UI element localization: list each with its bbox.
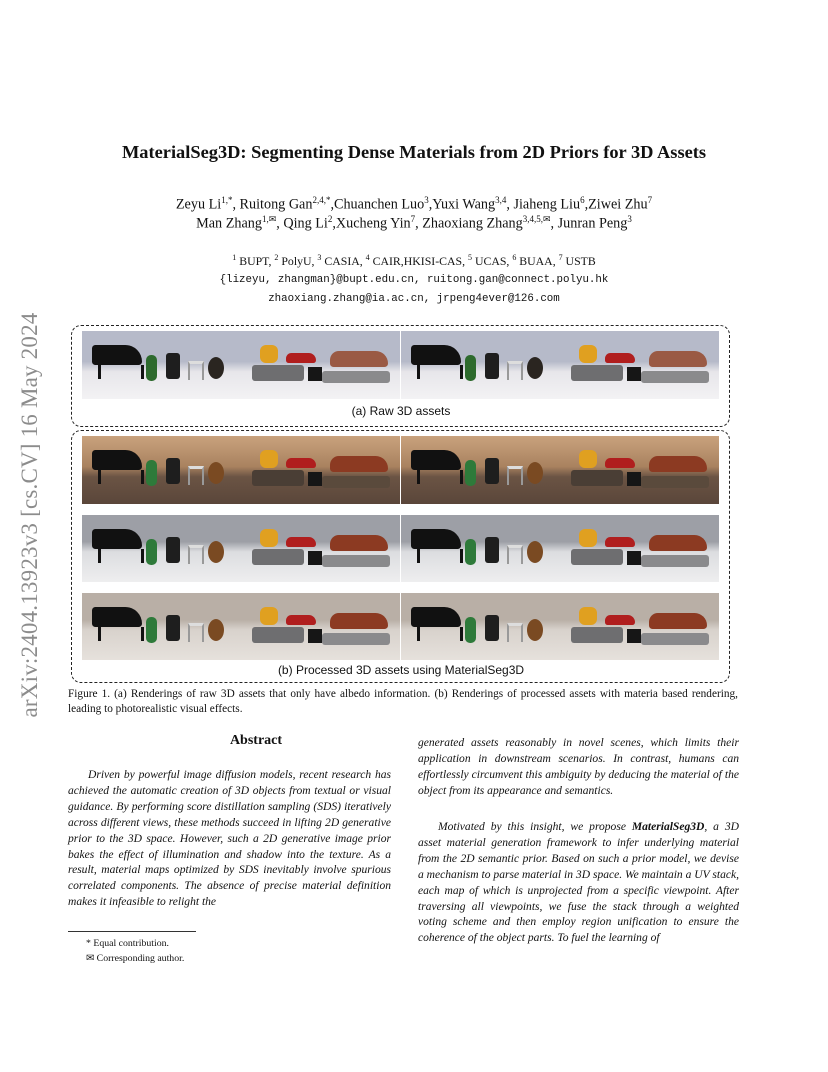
affiliation-name: CAIR,HKISI-CAS, xyxy=(369,253,468,268)
sedan-car-shape xyxy=(649,613,707,629)
acoustic-guitar-shape xyxy=(527,357,543,379)
scooter-shape xyxy=(260,450,278,468)
side-table-shape xyxy=(507,623,523,642)
piano-legs-shape xyxy=(98,470,144,484)
affiliation-number: 5 xyxy=(468,253,472,262)
piano-shape xyxy=(92,607,142,627)
footnote-rule xyxy=(68,931,196,932)
piano-shape xyxy=(411,607,461,627)
acoustic-guitar-shape xyxy=(527,619,543,641)
sedan-car-shape xyxy=(649,456,707,472)
green-guitar-shape xyxy=(146,355,157,381)
raw-assets-render-strip-left xyxy=(82,331,400,399)
email-line-2: zhaoxiang.zhang@ia.ac.cn, jrpeng4ever@126.com xyxy=(268,293,560,305)
processed-render-strip-studio-left xyxy=(82,515,400,582)
piano-shape xyxy=(411,529,461,549)
scooter-shape xyxy=(579,450,597,468)
green-guitar-shape xyxy=(465,355,476,381)
affiliation-name: PolyU, xyxy=(278,253,318,268)
scooter-shape xyxy=(579,345,597,363)
piano-legs-shape xyxy=(98,365,144,379)
green-guitar-shape xyxy=(465,539,476,565)
sofa-long-shape xyxy=(322,633,390,645)
author-separator: , xyxy=(415,215,423,232)
author-affiliation-marker: 7 xyxy=(647,195,653,205)
author-name: Yuxi Wang xyxy=(432,196,496,213)
red-car-shape xyxy=(605,458,635,468)
affiliation-number: 1 xyxy=(232,253,237,262)
author-affiliation-marker: 6 xyxy=(580,195,585,205)
sofa-shape xyxy=(571,627,623,643)
author-line-1 xyxy=(0,195,828,214)
acoustic-guitar-shape xyxy=(527,541,543,563)
chair-shape xyxy=(485,537,499,563)
sofa-long-shape xyxy=(641,633,709,645)
sofa-shape xyxy=(571,549,623,565)
affiliation-name: BUAA, xyxy=(516,253,559,268)
sofa-shape xyxy=(252,627,304,643)
author-affiliation-marker: 3,4,5,✉ xyxy=(522,214,551,224)
author-affiliation-marker: 3 xyxy=(424,195,429,205)
chair-shape xyxy=(166,537,180,563)
chair-shape xyxy=(166,353,180,379)
side-table-shape xyxy=(507,545,523,564)
abstract-paragraph-right-1: generated assets reasonably in novel scenes, which limits their application in downstream scenarios. In contrast, humans can effortlessly circumvent this ambiguity by deducing the material of the object from its appearance and semantics. xyxy=(418,737,739,797)
green-guitar-shape xyxy=(465,460,476,486)
author-name: Ziwei Zhu xyxy=(588,196,648,213)
affiliation-number: 3 xyxy=(317,253,322,262)
affiliation-name: CASIA, xyxy=(321,253,366,268)
cabinet-shape xyxy=(308,472,322,486)
author-name: Jiaheng Liu xyxy=(513,196,581,213)
side-table-shape xyxy=(188,361,204,380)
scooter-shape xyxy=(260,345,278,363)
author-separator: , xyxy=(232,196,240,213)
affiliation-number: 7 xyxy=(558,253,563,262)
sedan-car-shape xyxy=(330,351,388,367)
side-table-shape xyxy=(507,361,523,380)
green-guitar-shape xyxy=(146,617,157,643)
affiliations xyxy=(0,253,828,269)
piano-shape xyxy=(411,450,461,470)
affiliation-number: 6 xyxy=(512,253,517,262)
red-car-shape xyxy=(286,353,316,363)
sofa-shape xyxy=(571,470,623,486)
acoustic-guitar-shape xyxy=(208,462,224,484)
chair-shape xyxy=(166,458,180,484)
author-affiliation-marker: 1,✉ xyxy=(261,214,277,224)
affiliation-number: 2 xyxy=(274,253,279,262)
sedan-car-shape xyxy=(649,351,707,367)
side-table-shape xyxy=(188,466,204,485)
paper-title: MaterialSeg3D: Segmenting Dense Materials from 2D Priors for 3D Assets xyxy=(121,142,707,162)
cabinet-shape xyxy=(308,629,322,643)
author-line-2 xyxy=(0,214,828,233)
sofa-shape xyxy=(252,470,304,486)
red-car-shape xyxy=(605,353,635,363)
piano-shape xyxy=(92,529,142,549)
scooter-shape xyxy=(260,607,278,625)
processed-render-strip-neutral-left xyxy=(82,593,400,660)
author-affiliation-marker: 2,4,* xyxy=(312,195,331,205)
author-affiliation-marker: 2 xyxy=(327,214,333,224)
author-affiliation-marker: 3,4 xyxy=(495,195,507,205)
sedan-car-shape xyxy=(330,613,388,629)
cabinet-shape xyxy=(627,629,641,643)
footnote-corresponding: ✉ Corresponding author. xyxy=(86,953,185,964)
author-name: Junran Peng xyxy=(557,215,628,232)
processed-render-strip-studio-right xyxy=(401,515,719,582)
red-car-shape xyxy=(605,615,635,625)
sofa-shape xyxy=(252,549,304,565)
sedan-car-shape xyxy=(649,535,707,551)
author-separator: , xyxy=(550,215,558,232)
acoustic-guitar-shape xyxy=(208,541,224,563)
piano-legs-shape xyxy=(417,365,463,379)
red-car-shape xyxy=(605,537,635,547)
author-separator: , xyxy=(276,215,284,232)
piano-legs-shape xyxy=(417,627,463,641)
author-name: Chuanchen Luo xyxy=(334,196,425,213)
author-affiliation-marker: 3 xyxy=(627,214,632,224)
cabinet-shape xyxy=(627,551,641,565)
author-affiliation-marker: 1,* xyxy=(221,195,233,205)
sofa-long-shape xyxy=(322,476,390,488)
side-table-shape xyxy=(188,623,204,642)
author-name: Man Zhang xyxy=(196,215,262,232)
chair-shape xyxy=(166,615,180,641)
chair-shape xyxy=(485,458,499,484)
acoustic-guitar-shape xyxy=(208,357,224,379)
author-separator: , xyxy=(330,196,334,213)
acoustic-guitar-shape xyxy=(527,462,543,484)
author-separator: , xyxy=(584,196,589,213)
abstract-heading: Abstract xyxy=(229,733,283,748)
figure-panel-a-label: (a) Raw 3D assets xyxy=(351,404,451,418)
cabinet-shape xyxy=(627,367,641,381)
piano-legs-shape xyxy=(98,627,144,641)
arxiv-side-label: arXiv:2404.13923v3 [cs.CV] 16 May 2024 xyxy=(17,312,42,718)
affiliation-number: 4 xyxy=(365,253,370,262)
author-separator: , xyxy=(428,196,433,213)
sofa-long-shape xyxy=(641,476,709,488)
piano-shape xyxy=(92,345,142,365)
piano-shape xyxy=(92,450,142,470)
chair-shape xyxy=(485,615,499,641)
abstract-paragraph-left: Driven by powerful image diffusion models, recent research has achieved the automatic creation of 3D objects from textual or visual guidance. By performing score distillation sampling (SDS) iteratively across different views, these methods succeed in lifting 2D generative prior to the 3D space. However, such a 2D generative image prior bakes the effect of illumination and shadow into the texture. As a result, material maps optimized by SDS inevitably involve spurious correlated components. The absence of precise material definition makes it infeasible to relight the xyxy=(68,769,391,909)
piano-legs-shape xyxy=(98,549,144,563)
abstract-paragraph-right-2: Motivated by this insight, we propose MaterialSeg3D, a 3D asset material generation framework to infer underlying material from the 2D semantic prior. Based on such a prior model, we devise a mechanism to parse material in 3D space. We maintain a UV stack, each map of which is unprojected from a specific viewpoint. After traversing all viewpoints, we fuse the stack through a weighted voting scheme and then employ region unification to ensure the coherence of the object parts. To fuel the learning of xyxy=(418,821,739,945)
cabinet-shape xyxy=(627,472,641,486)
side-table-shape xyxy=(188,545,204,564)
footnote-equal: * Equal contribution. xyxy=(86,938,169,949)
author-name: Xucheng Yin xyxy=(335,215,411,232)
figure-caption: Figure 1. (a) Renderings of raw 3D assets that only have albedo information. (b) Renderings of processed assets with materia based rendering, leading to photorealistic visual effects. xyxy=(68,688,738,715)
method-name: MaterialSeg3D xyxy=(631,821,705,833)
cabinet-shape xyxy=(308,367,322,381)
processed-render-strip-warm-left xyxy=(82,436,400,504)
cabinet-shape xyxy=(308,551,322,565)
scooter-shape xyxy=(579,607,597,625)
piano-shape xyxy=(411,345,461,365)
processed-render-strip-warm-right xyxy=(401,436,719,504)
piano-legs-shape xyxy=(417,470,463,484)
scooter-shape xyxy=(260,529,278,547)
figure-panel-b-label: (b) Processed 3D assets using MaterialSeg3D xyxy=(277,663,525,677)
scooter-shape xyxy=(579,529,597,547)
sedan-car-shape xyxy=(330,456,388,472)
sofa-long-shape xyxy=(641,371,709,383)
author-name: Zeyu Li xyxy=(175,196,222,213)
piano-legs-shape xyxy=(417,549,463,563)
sofa-shape xyxy=(252,365,304,381)
red-car-shape xyxy=(286,615,316,625)
sofa-long-shape xyxy=(322,371,390,383)
red-car-shape xyxy=(286,458,316,468)
affiliation-name: BUPT, xyxy=(236,253,275,268)
red-car-shape xyxy=(286,537,316,547)
affiliation-name: UCAS, xyxy=(472,253,513,268)
affiliation-name: USTB xyxy=(562,253,596,268)
sofa-shape xyxy=(571,365,623,381)
green-guitar-shape xyxy=(146,460,157,486)
green-guitar-shape xyxy=(146,539,157,565)
chair-shape xyxy=(485,353,499,379)
acoustic-guitar-shape xyxy=(208,619,224,641)
author-name: Zhaoxiang Zhang xyxy=(422,215,523,232)
author-affiliation-marker: 7 xyxy=(410,214,416,224)
email-line-1: {lizeyu, zhangman}@bupt.edu.cn, ruitong.gan@connect.polyu.hk xyxy=(219,274,609,286)
sofa-long-shape xyxy=(322,555,390,567)
author-name: Qing Li xyxy=(283,215,328,232)
sedan-car-shape xyxy=(330,535,388,551)
side-table-shape xyxy=(507,466,523,485)
author-separator: , xyxy=(506,196,514,213)
author-name: Ruitong Gan xyxy=(239,196,313,213)
sofa-long-shape xyxy=(641,555,709,567)
author-separator: , xyxy=(332,215,336,232)
raw-assets-render-strip-right xyxy=(401,331,719,399)
processed-render-strip-neutral-right xyxy=(401,593,719,660)
green-guitar-shape xyxy=(465,617,476,643)
